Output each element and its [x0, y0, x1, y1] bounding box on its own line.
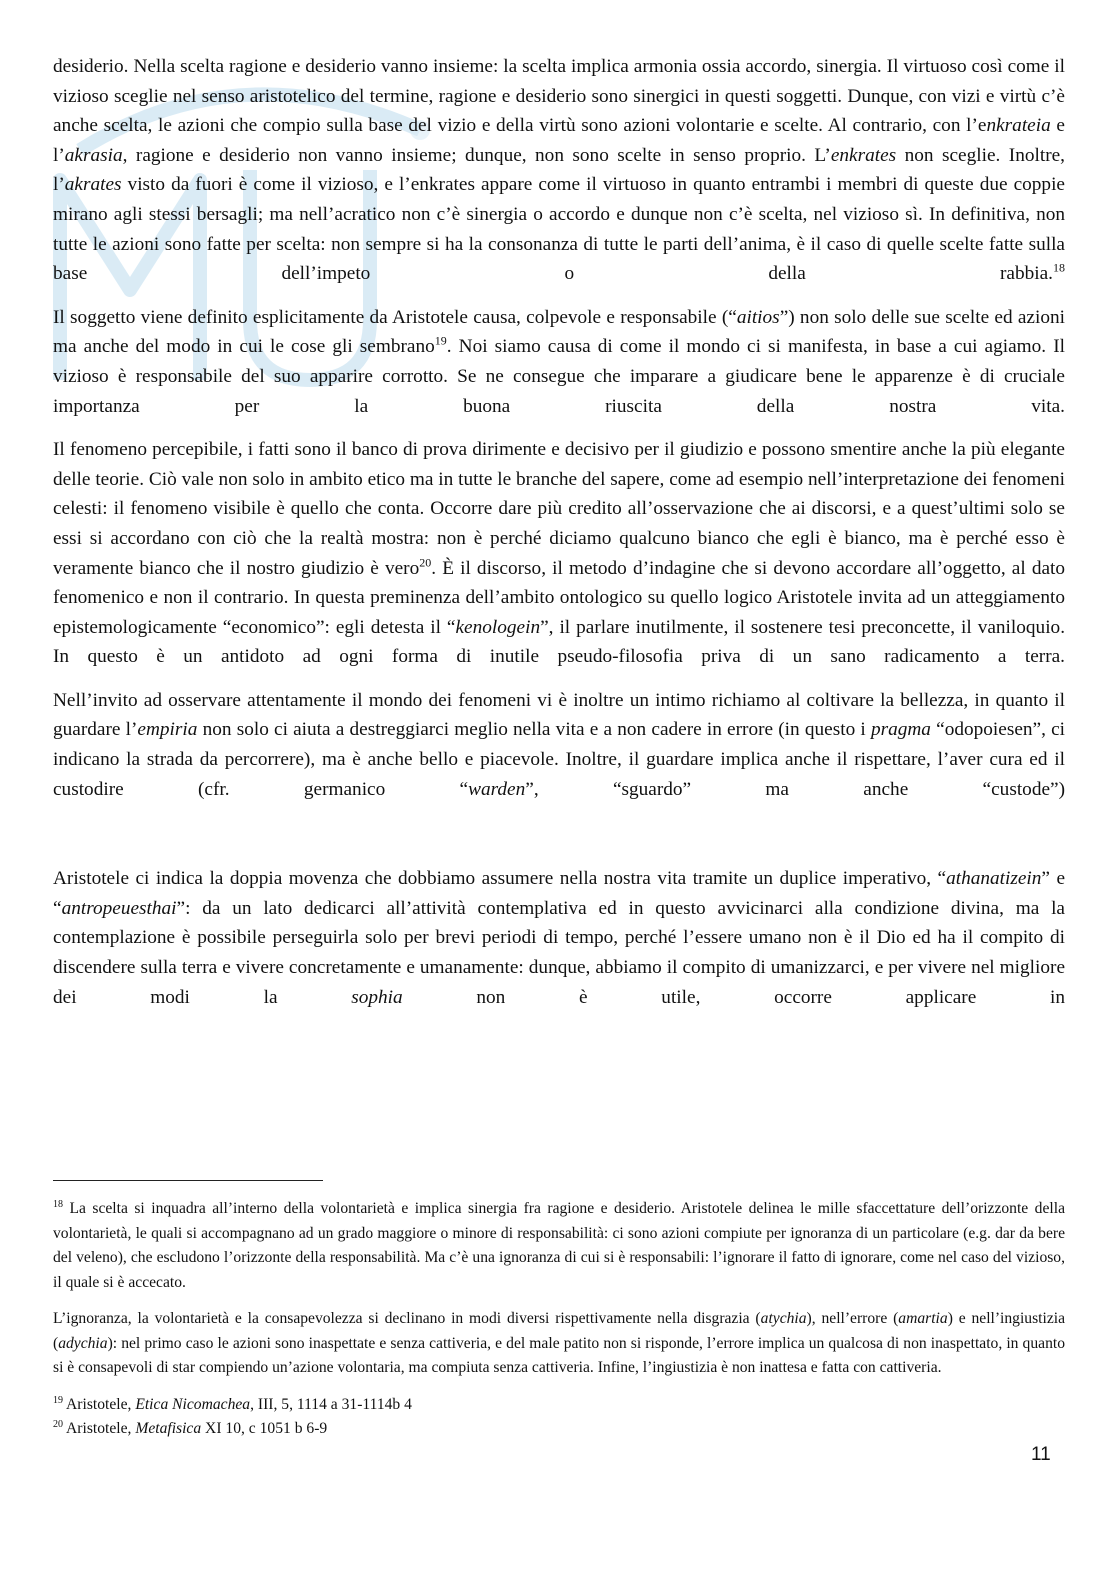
footnotes: [53, 1197, 1065, 1442]
blank-space: [53, 818, 1065, 864]
footnote-18: $^{18}$ La scelta si inquadra all’interno della volontarietà e implica sinergia fra ragione e desiderio. Aristotele delinea le mille sfaccettature dell’orizzonte della volontarietà, le quali si accompagnano ad un grado maggiore o minore di responsabilità: ci sono azioni compiute per ignoranza di un particolare (e.g. dar da bere del veleno), che escludono l’orizzonte della responsabilità. Ma c’è una ignoranza di cui si è responsabili: l’ignorare il fatto di ignorare, come nel caso del vizioso, il quale si è accecato.: [53, 1198, 1065, 1291]
paragraph-3: Il fenomeno percepibile, i fatti sono il banco di prova dirimente e decisivo per il giudizio e possono smentire anche la più elegante delle teorie. Ciò vale non solo in ambito etico ma in tutte le branche del sapere, come ad esempio nell’interpretazione dei fenomeni celesti: il fenomeno visibile è quello che conta. Occorre dare più credito all’osservazione che ai discorsi, e a quest’ultimi solo se essi si accordano con ciò che la realtà mostra: non è perché diciamo qualcuno bianco che egli è bianco, ma è perché esso è veramente bianco che il nostro giudizio è vero$^{20}$. È il discorso, il metodo d’indagine che si devono accordare all’oggetto, al dato fenomenico e non il contrario. In questa preminenza dell’ambito ontologico su quello logico Aristotele invita ad un atteggiamento epistemologicamente “economico”: egli detesta il “kenologein”, il parlare inutilmente, il sostenere tesi preconcette, il vaniloquio. In questo è un antidoto ad ogni forma di inutile pseudo-filosofia priva di un sano radicamento a terra.: [53, 439, 1066, 668]
paragraph-1: desiderio. Nella scelta ragione e desiderio vanno insieme: la scelta implica armonia ossia accordo, sinergia. Il virtuoso così come il vizioso sceglie nel senso aristotelico del termine, ragione e desiderio sono sinergici in questi soggetti. Dunque, con vizi e virtù c’è anche scelta, le azioni che compio sulla base del vizio e della virtù sono azioni volontarie e scelte. Al contrario, con l’enkrateia e l’akrasia, ragione e desiderio non vanno insieme; dunque, non sono scelte in senso proprio. L’enkrates non sceglie. Inoltre, l’akrates visto da fuori è come il vizioso, e l’enkrates appare come il virtuoso in quanto entrambi i membri di queste due coppie mirano agli stessi bersagli; ma nell’acratico non c’è sinergia o accordo e dunque non c’è scelta, nel vizioso sì. In definitiva, non tutte le azioni sono fatte per scelta: non sempre si ha la consonanza di tutte le parti dell’anima, è il caso di quelle scelte fatte sulla base dell’impeto o della rabbia.$^{18}$: [53, 56, 1065, 285]
page-number: 11: [1031, 1444, 1051, 1465]
footnote-19: $^{19}$ Aristotele, Etica Nicomachea, III, 5, 1114 a 31-1114b 4: [53, 1394, 412, 1413]
footnote-20: $^{20}$ Aristotele, Metafisica XI 10, c 1051 b 6-9: [53, 1418, 328, 1437]
paragraph-4: Nell’invito ad osservare attentamente il mondo dei fenomeni vi è inoltre un intimo richiamo al coltivare la bellezza, in quanto il guardare l’empiria non solo ci aiuta a destreggiarci meglio nella vita e a non cadere in errore (in questo i pragma “odopoiesen”, ci indicano la strada da percorrere), ma è anche bello e piacevole. Inoltre, il guardare implica anche il rispettare, l’aver cura ed il custodire (cfr. germanico “warden”, “sguardo” ma anche “custode”): [53, 689, 1066, 800]
paragraph-5: Aristotele ci indica la doppia movenza che dobbiamo assumere nella nostra vita tramite un duplice imperativo, “athanatizein” e “antropeuesthai”: da un lato dedicarci all’attività contemplativa ed in questo avvicinarci alla condizione divina, ma la contemplazione è possibile perseguirla solo per brevi periodi di tempo, perché l’essere umano non è il Dio ed ha il compito di discendere sulla terra e vivere concretamente e umanamente: dunque, abbiamo il compito di umanizzarci, e per vivere nel migliore dei modi la sophia non è utile, occorre applicare in: [53, 868, 1065, 1008]
footnote-ref-20[interactable]: 20: [419, 555, 432, 570]
footnote-ref-18[interactable]: 18: [1053, 260, 1065, 275]
footnote-separator: [53, 1180, 323, 1181]
paragraph-2: Il soggetto viene definito esplicitamente da Aristotele causa, colpevole e responsabile (“aitios”) non solo delle sue scelte ed azioni ma anche del modo in cui le cose gli sembrano$^{19}$. Noi siamo causa di come il mondo ci si manifesta, in base a cui agiamo. Il vizioso è responsabile del suo apparire corrotto. Se ne consegue che imparare a giudicare bene le apparenze è di cruciale importanza per la buona riuscita della nostra vita.: [53, 306, 1065, 417]
footnote-18-continued: L’ignoranza, la volontarietà e la consapevolezza si declinano in modi diversi rispettivamente nella disgrazia (atychia), nell’errore (amartia) e nell’ingiustizia (adychia): nel primo caso le azioni sono inaspettate e senza cattiveria, e del male patito non si risponde, l’errore implica un qualcosa di non inaspettato, in quanto si è consapevoli di star compiendo un’azione volontaria, ma compiuta senza cattiveria. Infine, l’ingiustizia è non inattesa e fatta con cattiveria.: [53, 1310, 1066, 1376]
main-text: [53, 52, 1065, 1026]
footnote-ref-19[interactable]: 19: [434, 333, 447, 348]
